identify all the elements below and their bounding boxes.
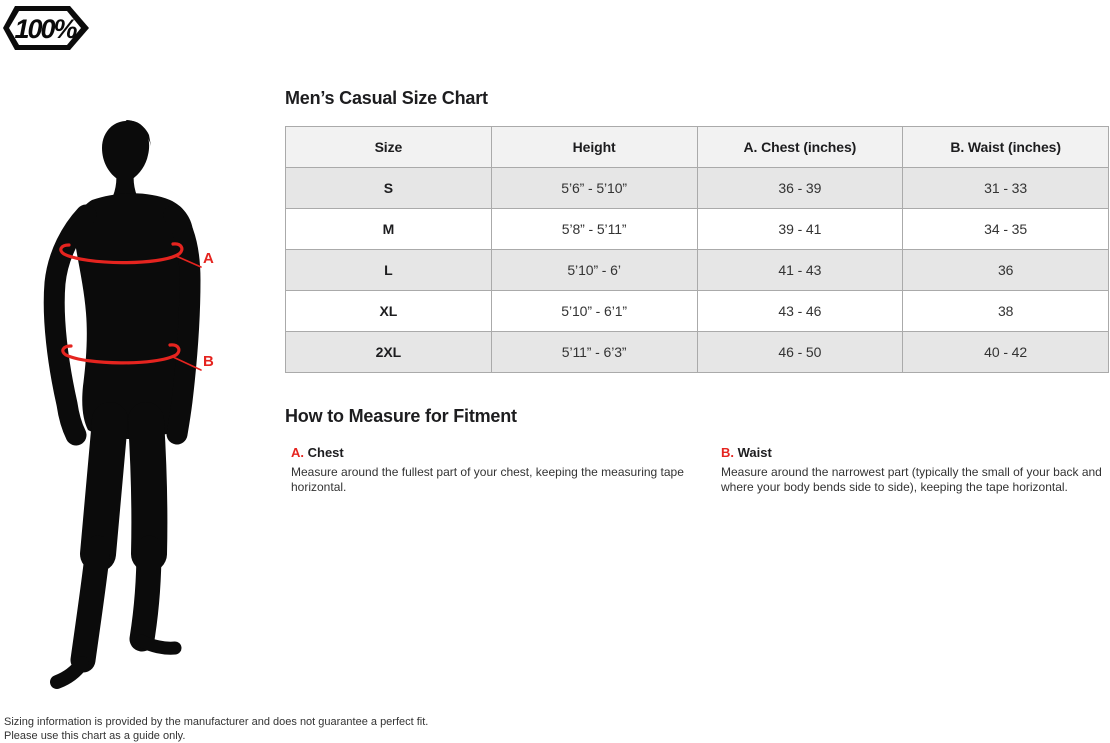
measure-letter-a: A. (291, 445, 304, 460)
column-header-waist: B. Waist (inches) (903, 127, 1109, 168)
waist-cell: 34 - 35 (903, 209, 1109, 250)
measure-item-chest (291, 445, 715, 495)
size-cell: S (286, 168, 492, 209)
size-cell: XL (286, 291, 492, 332)
chest-cell: 36 - 39 (697, 168, 903, 209)
size-cell: L (286, 250, 492, 291)
measure-guide-title: How to Measure for Fitment (285, 406, 517, 426)
measure-item-waist (721, 445, 1109, 495)
height-cell: 5’10” - 6’ (491, 250, 697, 291)
waist-cell: 38 (903, 291, 1109, 332)
measure-name-chest: Chest (307, 445, 344, 460)
table-row (286, 250, 1109, 291)
measure-item-waist-title (721, 445, 1109, 460)
figure-label-a: A (203, 250, 214, 267)
disclaimer-footer (4, 715, 428, 743)
waist-cell: 40 - 42 (903, 332, 1109, 373)
waist-cell: 31 - 33 (903, 168, 1109, 209)
brand-logo-badge-icon (2, 3, 90, 53)
brand-logo-text: 100% (14, 14, 76, 44)
main-content (285, 88, 1109, 495)
figure-label-b: B (203, 353, 214, 370)
male-silhouette-icon (30, 118, 245, 690)
size-cell: 2XL (286, 332, 492, 373)
disclaimer-line-2: Please use this chart as a guide only. (4, 730, 186, 742)
measure-letter-b: B. (721, 445, 734, 460)
measure-guide-section (285, 406, 1109, 495)
height-cell: 5’8” - 5’11” (491, 209, 697, 250)
height-cell: 5’11” - 6’3” (491, 332, 697, 373)
chest-cell: 39 - 41 (697, 209, 903, 250)
measure-desc-waist: Measure around the narrowest part (typically the small of your back and where your body bends side to side), keeping the tape horizontal. (721, 465, 1102, 494)
measure-desc-chest: Measure around the fullest part of your chest, keeping the measuring tape horizontal. (291, 465, 684, 494)
table-row (286, 168, 1109, 209)
column-header-size: Size (286, 127, 492, 168)
chest-cell: 46 - 50 (697, 332, 903, 373)
brand-logo (2, 3, 90, 53)
column-header-height: Height (491, 127, 697, 168)
table-row (286, 332, 1109, 373)
size-chart-table (285, 126, 1109, 373)
chest-cell: 43 - 46 (697, 291, 903, 332)
size-cell: M (286, 209, 492, 250)
measure-guide-grid (285, 445, 1109, 495)
size-chart-title: Men’s Casual Size Chart (285, 88, 488, 108)
disclaimer-line-1: Sizing information is provided by the manufacturer and does not guarantee a perfect fit. (4, 716, 429, 728)
measure-item-chest-title (291, 445, 715, 460)
table-header-row (286, 127, 1109, 168)
chest-cell: 41 - 43 (697, 250, 903, 291)
table-row (286, 209, 1109, 250)
measure-name-waist: Waist (737, 445, 772, 460)
column-header-chest: A. Chest (inches) (697, 127, 903, 168)
table-row (286, 291, 1109, 332)
height-cell: 5’10” - 6’1” (491, 291, 697, 332)
body-measurement-figure (30, 118, 245, 690)
waist-cell: 36 (903, 250, 1109, 291)
height-cell: 5’6” - 5’10” (491, 168, 697, 209)
